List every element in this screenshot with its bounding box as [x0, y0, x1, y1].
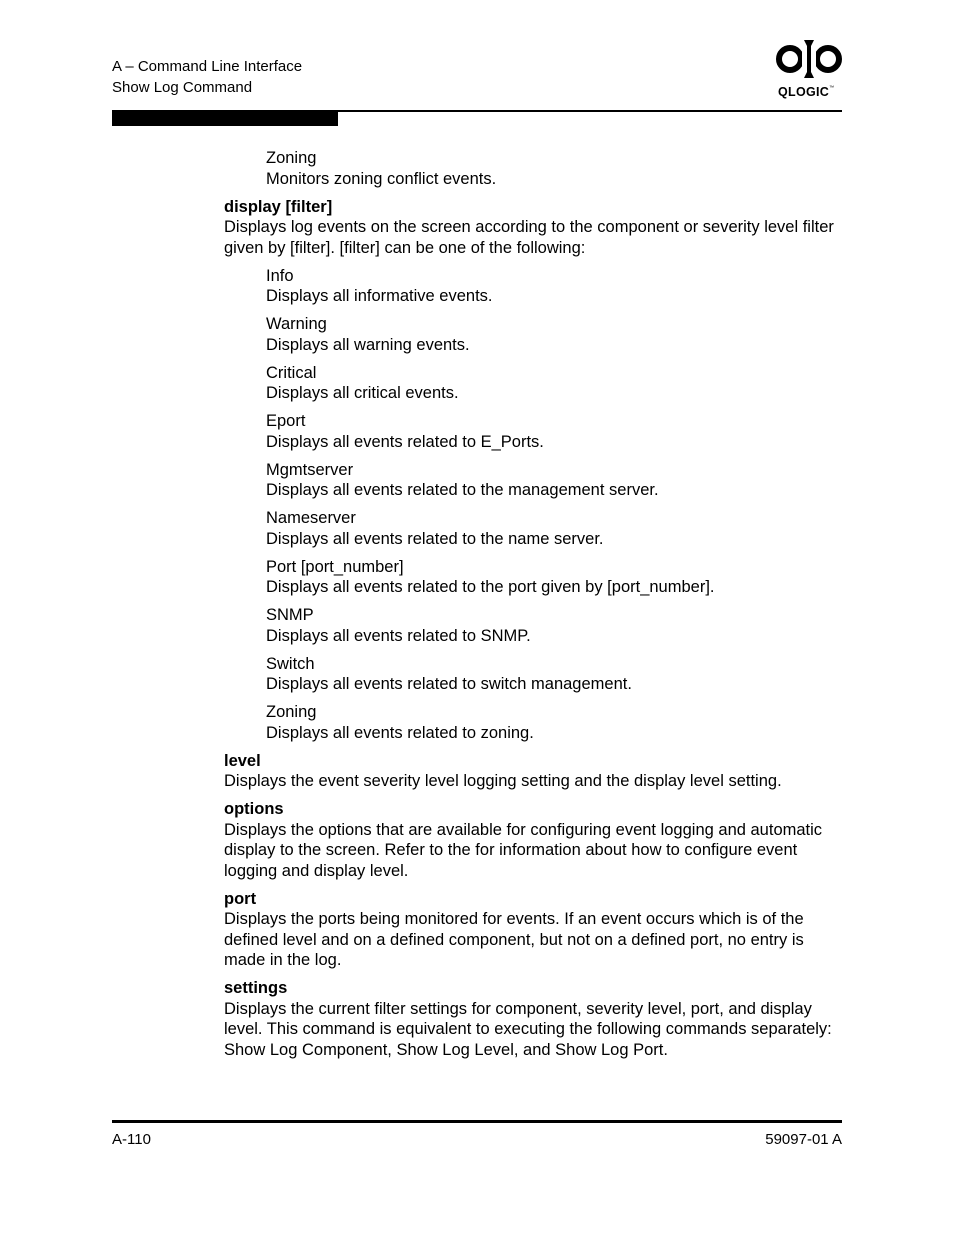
zoning-monitor-item: [266, 148, 826, 189]
filter-item-switch: [266, 654, 826, 695]
item-term: Zoning: [266, 149, 317, 167]
header-rule-block: [112, 112, 338, 126]
filter-item-nameserver: [266, 508, 826, 549]
item-term: Switch: [266, 654, 315, 673]
item-desc: Displays all events related to switch management.: [266, 675, 632, 693]
port-section: [224, 889, 844, 971]
item-term: Mgmtserver: [266, 460, 354, 479]
item-term: Nameserver: [266, 509, 356, 527]
item-desc: Monitors zoning conflict events.: [266, 169, 497, 188]
settings-section: [224, 978, 844, 1060]
document-id: 59097-01 A: [765, 1131, 842, 1148]
item-desc: Displays all informative events.: [266, 287, 493, 305]
qlogic-emblem-icon: [776, 38, 842, 82]
page-body: [0, 148, 954, 1068]
section-desc: Displays log events on the screen according to the component or severity level filter given by [filter]. [filter] can be one of the following:: [224, 218, 834, 257]
filter-item-port: [266, 557, 826, 598]
footer-rule: [112, 1120, 842, 1123]
filter-item-eport: [266, 411, 826, 452]
qlogic-logo: [776, 38, 846, 100]
item-desc: Displays all events related to SNMP.: [266, 626, 531, 645]
section-desc: Displays the options that are available for configuring event logging and automatic display to the screen. Refer to the for information about how to configure event logging and display level.: [224, 820, 823, 880]
filter-item-zoning: [266, 702, 826, 743]
header-section: Show Log Command: [112, 79, 253, 96]
filter-item-critical: [266, 363, 826, 404]
section-desc: Displays the ports being monitored for events. If an event occurs which is of the defined level and on a defined component, but not on a defined port, no entry is made in the log.: [224, 910, 804, 969]
section-title: options: [224, 800, 284, 818]
item-desc: Displays all events related to the port given by [port_number].: [266, 578, 715, 596]
logo-wordmark: QLOGIC™: [778, 85, 835, 99]
item-desc: Displays all warning events.: [266, 335, 470, 354]
section-title: display [filter]: [224, 197, 333, 216]
section-desc: Displays the current filter settings for component, severity level, port, and display level. This command is equivalent to executing the following commands separately: Show Log Component, Show Log Level, and Show Log Port.: [224, 999, 832, 1059]
item-term: Eport: [266, 412, 306, 430]
filter-item-mgmtserver: [266, 460, 826, 501]
page-number: A-110: [112, 1131, 151, 1148]
filter-item-snmp: [266, 605, 826, 646]
section-title: port: [224, 889, 257, 908]
item-term: Port [port_number]: [266, 557, 404, 576]
filter-item-warning: [266, 314, 826, 355]
item-term: SNMP: [266, 606, 314, 624]
section-title: settings: [224, 979, 288, 997]
section-desc: Displays the event severity level logging setting and the display level setting.: [224, 772, 782, 790]
display-filter-section: [224, 197, 844, 259]
level-section: [224, 751, 844, 792]
section-title: level: [224, 751, 261, 770]
item-term: Info: [266, 266, 294, 285]
item-desc: Displays all events related to E_Ports.: [266, 432, 544, 451]
running-header: [112, 56, 302, 98]
filter-item-info: [266, 266, 826, 307]
item-term: Zoning: [266, 703, 317, 721]
item-desc: Displays all events related to the name server.: [266, 529, 604, 548]
item-desc: Displays all events related to zoning.: [266, 723, 534, 742]
options-section: [224, 799, 844, 881]
item-desc: Displays all critical events.: [266, 384, 459, 402]
item-term: Warning: [266, 315, 327, 333]
header-chapter: A – Command Line Interface: [112, 58, 303, 75]
item-term: Critical: [266, 363, 317, 382]
item-desc: Displays all events related to the management server.: [266, 481, 659, 499]
